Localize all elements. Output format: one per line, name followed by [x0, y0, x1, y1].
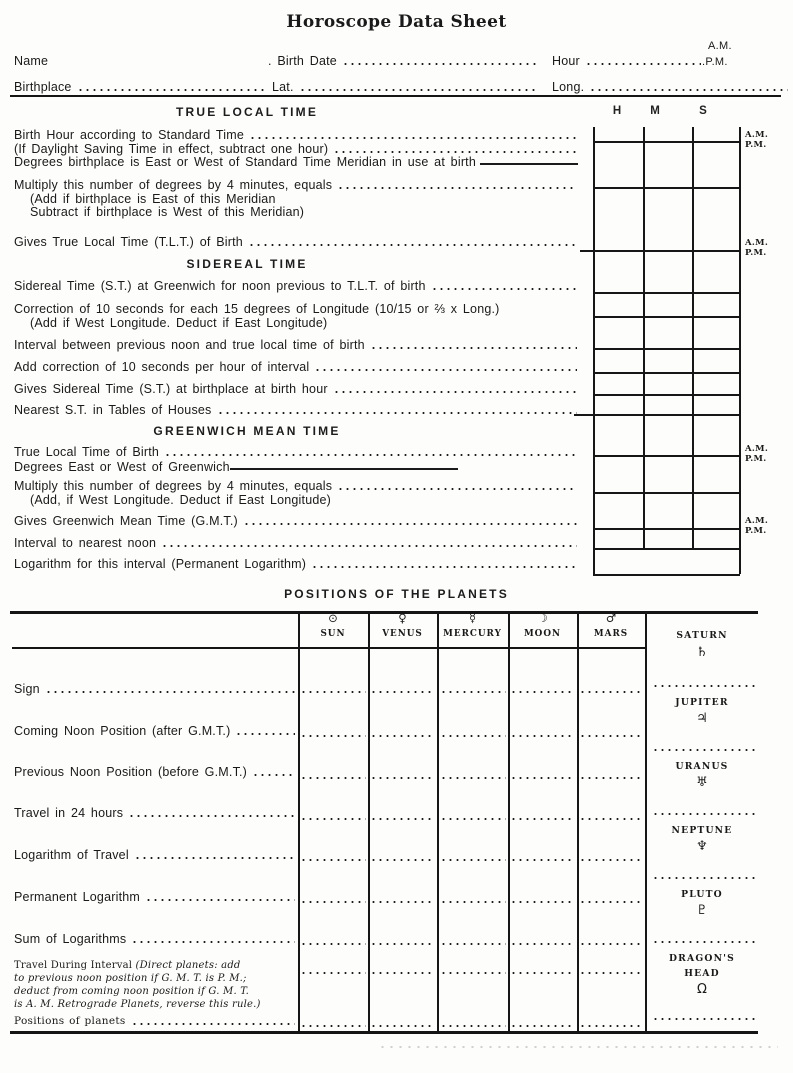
grid-line — [593, 316, 740, 318]
fill-line — [652, 813, 755, 815]
table-row-label — [14, 807, 296, 820]
fill-line — [510, 777, 575, 779]
row-label: Travel in 24 hours — [14, 806, 124, 820]
row-label: Multiply this number of degrees by 4 minutes, equals — [14, 178, 333, 192]
grid-line — [593, 394, 740, 396]
mercury-icon: ☿ — [468, 611, 477, 625]
fill-line — [579, 1025, 643, 1027]
fill-line — [300, 818, 366, 820]
birthplace-field — [14, 81, 268, 94]
fill-line — [440, 1025, 506, 1027]
row-label: Positions of planets — [14, 1015, 126, 1027]
fill-line — [300, 901, 366, 903]
fill-line — [248, 244, 577, 246]
fill-line — [370, 691, 435, 693]
form-row — [14, 446, 578, 459]
grid-line — [593, 141, 740, 143]
fill-line — [510, 1025, 575, 1027]
fill-line — [164, 454, 577, 456]
row-label: Sign — [14, 682, 40, 696]
grid-line — [593, 372, 740, 374]
fill-line — [652, 1018, 755, 1020]
grid-col-h: H — [612, 105, 622, 117]
neptune-header: NEPTUNE — [671, 825, 733, 836]
row-label: Add correction of 10 seconds per hour of interval — [14, 360, 310, 374]
grid-line — [580, 250, 740, 252]
note-italic: to previous noon position if G. M. T. is P. M.; — [14, 972, 247, 984]
moon-icon: ☽ — [537, 611, 548, 625]
section-heading-greenwich-mean-time: GREENWICH MEAN TIME — [153, 424, 341, 438]
am-label: A.M. — [745, 238, 769, 248]
fill-line — [128, 815, 295, 817]
long-field — [552, 81, 789, 94]
table-line — [368, 611, 370, 1031]
fill-line — [370, 859, 435, 861]
fill-line — [370, 735, 435, 737]
fill-line — [440, 859, 506, 861]
fill-line — [510, 735, 575, 737]
sun-icon: ⊙ — [328, 611, 338, 625]
grid-line — [593, 528, 740, 530]
fill-line — [440, 735, 506, 737]
hour-label: Hour — [552, 54, 580, 68]
pm-label: P.M. — [745, 248, 767, 258]
sun-column-header: SUN — [320, 629, 346, 639]
fill-line — [579, 943, 643, 945]
grid-line — [593, 127, 595, 574]
grid-line — [593, 187, 740, 189]
grid-line — [739, 127, 741, 574]
fill-line — [510, 859, 575, 861]
form-row — [14, 461, 458, 474]
fill-line — [579, 735, 643, 737]
fill-line — [314, 369, 577, 371]
fill-line — [510, 972, 575, 974]
am-label: A.M. — [745, 516, 769, 526]
form-row — [14, 480, 578, 493]
fill-line — [579, 972, 643, 974]
jupiter-icon: ♃ — [696, 711, 708, 726]
dragons-head-header-line1: DRAGON'S — [668, 953, 736, 964]
fill-line — [370, 777, 435, 779]
pluto-header: PLUTO — [681, 889, 723, 900]
fill-line — [579, 777, 643, 779]
mars-column-header: MARS — [593, 629, 629, 639]
birthplace-label: Birthplace — [14, 80, 72, 94]
am-label: A.M. — [745, 444, 769, 454]
row-label: True Local Time of Birth — [14, 445, 160, 459]
fill-line — [652, 749, 755, 751]
pm-label: P.M. — [745, 454, 767, 464]
page-title: Horoscope Data Sheet — [286, 12, 507, 32]
uranus-icon: ♅ — [696, 775, 708, 790]
row-label: Subtract if birthplace is West of this Meridian) — [30, 205, 305, 219]
form-row — [30, 494, 331, 507]
fill-line — [370, 901, 435, 903]
grid-line — [643, 127, 645, 548]
birth-date-field — [268, 55, 540, 68]
form-row — [14, 361, 578, 374]
long-label: Long. — [552, 80, 585, 94]
jupiter-header: JUPITER — [675, 697, 729, 708]
note-italic: deduct from coming noon position if G. M. T. — [14, 985, 249, 997]
fill-line — [342, 63, 539, 65]
row-label: Logarithm of Travel — [14, 848, 129, 862]
table-row-label — [14, 725, 296, 738]
header-am-label: A.M. — [708, 40, 732, 52]
row-label: Interval to nearest noon — [14, 536, 157, 550]
form-row — [30, 206, 304, 219]
fill-line — [440, 972, 506, 974]
travel-during-interval-note — [14, 960, 300, 1012]
table-row-label — [14, 891, 296, 904]
table-line — [577, 611, 579, 1031]
fill-line — [440, 818, 506, 820]
fill-line — [370, 1025, 435, 1027]
table-bottom-rule — [10, 1031, 758, 1034]
row-label: Degrees birthplace is East or West of Standard Time Meridian in use at birth — [14, 155, 477, 169]
lat-field — [272, 81, 540, 94]
fill-line — [134, 857, 295, 859]
fill-line — [440, 943, 506, 945]
hour-field — [552, 55, 702, 68]
fill-line — [510, 943, 575, 945]
header-pm-label: .P.M. — [702, 56, 728, 68]
form-row — [14, 179, 578, 192]
fill-line — [440, 691, 506, 693]
fill-line — [252, 774, 295, 776]
grid-col-m: M — [650, 105, 660, 117]
fill-line — [652, 685, 755, 687]
table-row-label — [14, 766, 296, 779]
fill-line-solid — [480, 163, 578, 165]
grid-col-s: S — [699, 105, 707, 117]
fill-line — [45, 691, 295, 693]
row-label: Gives True Local Time (T.L.T.) of Birth — [14, 235, 243, 249]
venus-column-header: VENUS — [382, 629, 423, 639]
dragons-head-header-line2: HEAD — [684, 968, 720, 979]
header-underline — [12, 647, 646, 649]
fill-line — [300, 777, 366, 779]
uranus-header: URANUS — [675, 761, 729, 772]
fill-line — [333, 151, 577, 153]
form-row — [14, 404, 578, 417]
section-heading-true-local-time: TRUE LOCAL TIME — [175, 105, 319, 119]
fill-line — [300, 735, 366, 737]
fill-line — [579, 901, 643, 903]
fill-line — [311, 566, 577, 568]
row-label: Interval between previous noon and true local time of birth — [14, 338, 365, 352]
grid-line — [574, 414, 740, 416]
section-heading-planets: POSITIONS OF THE PLANETS — [284, 587, 509, 601]
row-label: Nearest S.T. in Tables of Houses — [14, 403, 212, 417]
row-label: (If Daylight Saving Time in effect, subtract one hour) — [14, 142, 329, 156]
table-row-label — [14, 849, 296, 862]
fill-line — [370, 943, 435, 945]
fill-line — [652, 877, 755, 879]
row-label: Permanent Logarithm — [14, 890, 141, 904]
table-row-label — [14, 683, 296, 696]
pm-label: P.M. — [745, 140, 767, 150]
grid-line — [593, 455, 740, 457]
row-label: Multiply this number of degrees by 4 minutes, equals — [14, 479, 333, 493]
form-row — [14, 280, 578, 293]
mars-icon: ♂ — [605, 611, 617, 625]
table-line — [508, 611, 510, 1031]
scan-artifact — [378, 1046, 778, 1048]
name-field — [14, 55, 134, 68]
neptune-icon: ♆ — [696, 839, 708, 854]
table-line — [437, 611, 439, 1031]
row-label: (Add, if West Longitude. Deduct if East Longitude) — [30, 493, 332, 507]
fill-line — [510, 691, 575, 693]
fill-line — [145, 899, 295, 901]
saturn-header: SATURN — [676, 630, 728, 641]
fill-line — [131, 1023, 295, 1025]
lat-label: Lat. — [272, 80, 294, 94]
fill-line — [337, 488, 577, 490]
form-row — [30, 317, 327, 330]
saturn-icon: ♄ — [696, 645, 708, 660]
grid-line — [593, 292, 740, 294]
form-row — [14, 558, 578, 571]
fill-line — [585, 63, 701, 65]
form-row — [14, 515, 578, 528]
form-row — [14, 303, 580, 316]
fill-line — [243, 523, 577, 525]
fill-line — [440, 777, 506, 779]
fill-line — [161, 545, 577, 547]
fill-line — [300, 1025, 366, 1027]
fill-line — [579, 691, 643, 693]
fill-line — [300, 691, 366, 693]
fill-line — [579, 859, 643, 861]
venus-icon: ♀ — [398, 611, 407, 625]
row-label: Gives Greenwich Mean Time (G.M.T.) — [14, 514, 238, 528]
fill-line — [589, 89, 788, 91]
fill-line — [300, 859, 366, 861]
note-italic: is A. M. Retrograde Planets, reverse this rule.) — [14, 998, 261, 1010]
grid-line — [593, 492, 740, 494]
grid-line — [593, 548, 740, 550]
fill-line — [77, 89, 267, 91]
note-italic: (Direct planets: add — [135, 960, 241, 971]
form-row — [14, 129, 578, 142]
table-row-label — [14, 933, 296, 946]
pluto-icon: ♇ — [696, 903, 708, 918]
section-heading-sidereal-time: SIDEREAL TIME — [186, 257, 308, 271]
fill-line — [249, 137, 577, 139]
fill-line — [131, 941, 295, 943]
form-row — [14, 339, 578, 352]
note-lead: Travel During Interval — [14, 960, 133, 971]
row-label: Sidereal Time (S.T.) at Greenwich for noon previous to T.L.T. of birth — [14, 279, 426, 293]
fill-line — [299, 89, 539, 91]
row-label: (Add if West Longitude. Deduct if East Longitude) — [30, 316, 328, 330]
row-label: Previous Noon Position (before G.M.T.) — [14, 765, 248, 779]
fill-line — [370, 818, 435, 820]
fill-line-solid — [230, 468, 458, 470]
row-label: Degrees East or West of Greenwich — [14, 460, 230, 474]
grid-line — [593, 348, 740, 350]
fill-line — [300, 972, 366, 974]
positions-of-planets-row — [14, 1015, 296, 1028]
row-label: (Add if birthplace is East of this Meridian — [30, 192, 276, 206]
mercury-column-header: MERCURY — [443, 629, 502, 639]
fill-line — [652, 941, 755, 943]
fill-line — [300, 943, 366, 945]
fill-line — [510, 818, 575, 820]
birth-date-label: . Birth Date — [268, 54, 337, 68]
fill-line — [217, 412, 577, 414]
fill-line — [440, 901, 506, 903]
header-divider — [10, 95, 781, 97]
row-label: Gives Sidereal Time (S.T.) at birthplace at birth hour — [14, 382, 328, 396]
fill-line — [370, 972, 435, 974]
fill-line — [579, 818, 643, 820]
pm-label: P.M. — [745, 526, 767, 536]
fill-line — [337, 187, 577, 189]
grid-line — [692, 127, 694, 548]
grid-line — [593, 574, 740, 576]
fill-line — [510, 901, 575, 903]
moon-column-header: MOON — [523, 629, 562, 639]
fill-line — [333, 391, 577, 393]
dragons-head-icon: Ω — [697, 982, 707, 997]
form-row — [14, 156, 578, 169]
row-label: Birth Hour according to Standard Time — [14, 128, 245, 142]
row-label: Coming Noon Position (after G.M.T.) — [14, 724, 231, 738]
am-label: A.M. — [745, 130, 769, 140]
form-row — [14, 236, 578, 249]
fill-line — [431, 288, 577, 290]
form-row — [14, 537, 578, 550]
row-label: Correction of 10 seconds for each 15 degrees of Longitude (10/15 or ⅔ x Long.) — [14, 302, 500, 316]
row-label: Logarithm for this interval (Permanent Logarithm) — [14, 557, 307, 571]
fill-line — [235, 733, 295, 735]
form-row — [14, 383, 578, 396]
fill-line — [370, 347, 577, 349]
row-label: Sum of Logarithms — [14, 932, 127, 946]
name-label: Name — [14, 54, 49, 68]
